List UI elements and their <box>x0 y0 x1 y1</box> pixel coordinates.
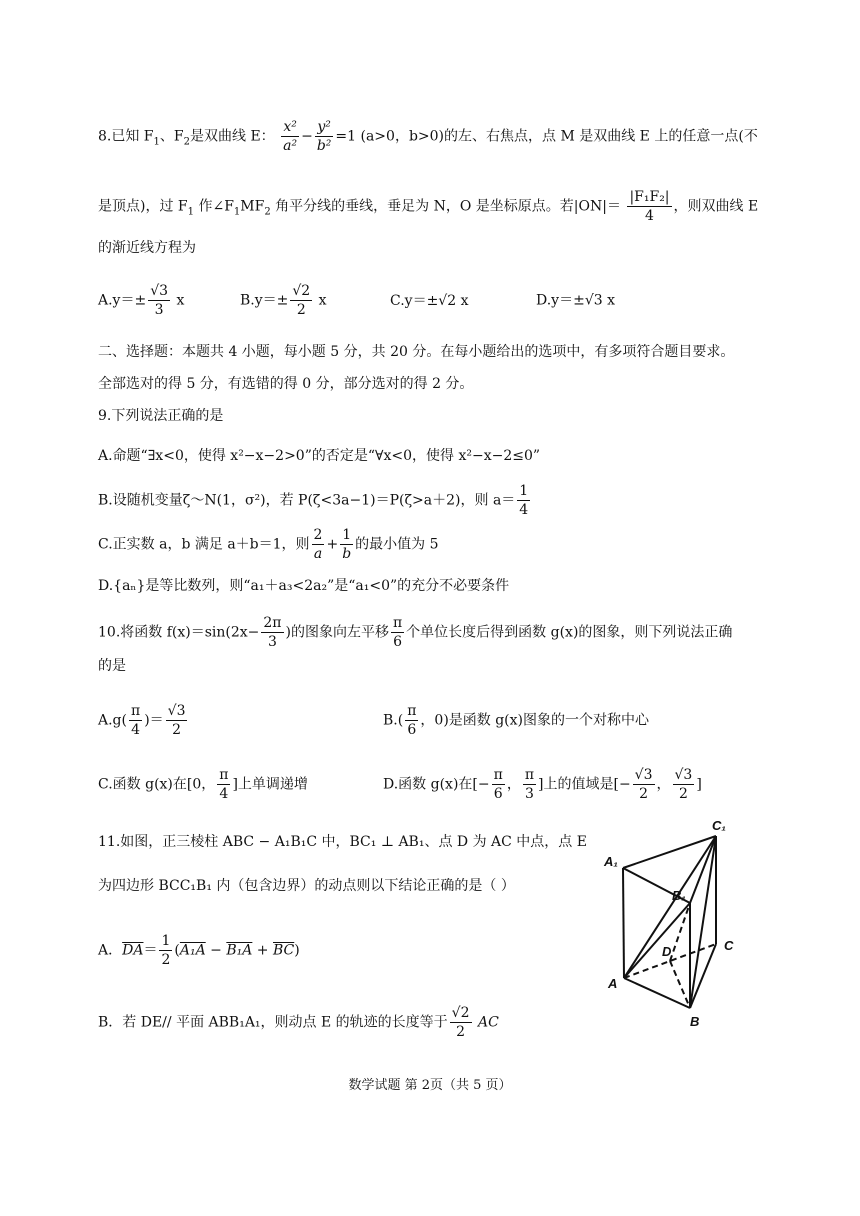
page-footer: 数学试题 第 2页（共 5 页） <box>348 1078 512 1093</box>
q9-option-a: A.命题“∃x<0，使得 x²−x−2>0”的否定是“∀x<0，使得 x²−x−2≤0” <box>98 448 541 464</box>
q8-option-b: B.y＝± $\frac{√2}{2}$ x <box>240 283 327 318</box>
q8-text-b: 、F <box>159 128 184 145</box>
q9-option-d: D.{aₙ}是等比数列，则“a₁＋a₃<2a₂”是“a₁<0”的充分不必要条件 <box>98 578 510 594</box>
q10-line2: 的是 <box>98 658 126 674</box>
q8-line3: 的渐近线方程为 <box>98 240 196 256</box>
prism-figure <box>598 818 748 1028</box>
q8-text-i: ，则双曲线 E <box>673 198 759 215</box>
label-c1: C₁ <box>712 818 726 833</box>
q8-text-g: MF <box>240 198 265 215</box>
q9-option-c: C.正实数 a，b 满足 a＋b＝1，则 $\frac{2}{a}$ + $\frac{1}{b}$ 的最小值为 5 <box>98 527 439 562</box>
q11-line1: 11.如图，正三棱柱 ABC − A₁B₁C 中，BC₁ ⊥ AB₁、点 D 为 AC 中点，点 E <box>98 834 587 850</box>
edge-db1-hidden <box>670 903 690 961</box>
label-a1: A₁ <box>604 854 618 869</box>
q8-text-e: 是顶点)，过 F <box>98 198 188 215</box>
q8-frac-y: $\frac{\text{y²}}{\text{b²}}$ <box>316 119 332 154</box>
q11-option-a: A．$\overline{DA}=$ $\frac{1}{2}$ $(A_1A - B_1A + \overline{BC})$ <box>98 933 300 968</box>
q9-option-b: B.设随机变量ζ～N(1，σ²)，若 P(ζ<3a−1)＝P(ζ>a＋2)，则 a＝ $\frac{1}{4}$ <box>98 483 529 518</box>
q8-option-d: D.y＝±√3 x <box>536 292 615 309</box>
q8-text-d: =1 (a>0，b>0)的左、右焦点，点 M 是双曲线 E 上的任意一点(不 <box>335 128 758 145</box>
edge-bc1 <box>690 836 716 1008</box>
q10-option-b: B.( $\frac{\pi}{6}$ ，0)是函数 g(x)图象的一个对称中心 <box>383 703 650 738</box>
q8-option-a: A.y＝± $\frac{√3}{3}$ x <box>98 283 185 318</box>
q8-frac-f: $\frac{\text{|F₁F₂|}}{4}$ <box>629 189 670 224</box>
label-c: C <box>724 938 734 953</box>
q8-text-h: 角平分线的垂线，垂足为 N，O 是坐标原点。若|ON|＝ <box>270 198 621 215</box>
q10-option-d: D.函数 g(x)在[− $\frac{\pi}{6}$ ， $\frac{\pi}{3}$ ]上的值域是[− $\frac{√3}{2}$ ， $\frac{√3}{2}$ ] <box>383 767 702 802</box>
label-d: D <box>662 944 672 959</box>
q8-option-c: C.y＝±√2 x <box>390 292 469 309</box>
q11-option-b: B．若 DE// 平面 ABB₁A₁，则动点 E 的轨迹的长度等于 $\frac{√2}{2}$ AC <box>98 1005 499 1040</box>
q8-text-c: 是双曲线 E： <box>190 128 275 145</box>
label-b1: B₁ <box>672 888 686 903</box>
q8-line2: 是顶点)，过 $F_1$ 作$\angle F_1MF_2$ 角平分线的垂线，垂足为 N，O 是坐标原点。若|ON|＝ $\frac{\text{|F₁F₂|}}{4}$ ，则双曲线 E <box>98 189 759 224</box>
q8-frac-x: $\frac{\text{x²}}{\text{a²}}$ <box>283 119 298 154</box>
q8-text-f: 作∠F <box>194 198 234 215</box>
q8-text-a: 8.已知 F <box>98 128 154 145</box>
q11-line2: 为四边形 BCC₁B₁ 内（包含边界）的动点则以下结论正确的是（ ） <box>98 878 515 894</box>
q10-option-c: C.函数 g(x)在[0， $\frac{\pi}{4}$ ]上单调递增 <box>98 767 308 802</box>
q8-line1: 8.已知 $F_1$、$F_2$是双曲线 E： $\frac{\text{x²}}{\text{a²}}$ − $\frac{\text{y²}}{\text{b²}}$ =1 (a>0，b>0)的左、右焦点，点 M 是双曲线 E 上的任意一点(不 <box>98 119 758 154</box>
section2-line2: 全部选对的得 5 分，有选错的得 0 分，部分选对的得 2 分。 <box>98 376 474 392</box>
q10-line1: 10.将函数 f(x)＝sin(2x− $\frac{2\pi}{3}$ )的图象向左平移 $\frac{\pi}{6}$ 个单位长度后得到函数 g(x)的图象，则下列说法正确 <box>98 615 733 650</box>
label-b: B <box>690 1014 700 1028</box>
q9-title: 9.下列说法正确的是 <box>98 408 224 424</box>
edge-a1c1 <box>623 836 716 868</box>
section2-line1: 二、选择题：本题共 4 小题，每小题 5 分，共 20 分。在每小题给出的选项中，有多项符合题目要求。 <box>98 344 735 360</box>
q10-option-a: A.g( $\frac{\pi}{4}$ )＝ $\frac{√3}{2}$ <box>98 703 186 738</box>
q8-minus: − <box>301 128 313 145</box>
label-a: A <box>608 976 618 991</box>
q8-options <box>98 282 615 319</box>
edge-aa1 <box>623 868 624 978</box>
